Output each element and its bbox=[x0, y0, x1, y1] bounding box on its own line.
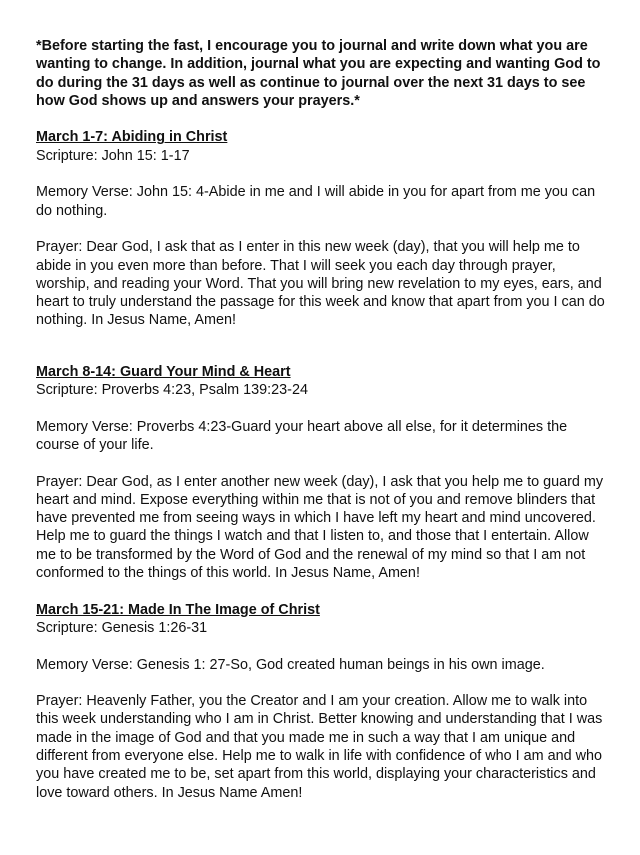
spacer bbox=[36, 110, 608, 128]
spacer bbox=[36, 330, 608, 363]
spacer bbox=[36, 637, 608, 655]
spacer bbox=[36, 582, 608, 600]
document-page bbox=[36, 37, 608, 802]
spacer bbox=[36, 674, 608, 692]
memory-verse-week-1: Memory Verse: John 15: 4-Abide in me and I will abide in you for apart from me you can do nothing. bbox=[36, 184, 596, 219]
scripture-week-1: Scripture: John 15: 1-17 bbox=[36, 147, 190, 164]
spacer bbox=[36, 454, 608, 472]
memory-verse-week-3: Memory Verse: Genesis 1: 27-So, God created human beings in his own image. bbox=[36, 656, 545, 673]
spacer bbox=[36, 399, 608, 417]
scripture-week-2: Scripture: Proverbs 4:23, Psalm 139:23-24 bbox=[36, 382, 308, 399]
prayer-week-3: Prayer: Heavenly Father, you the Creator and I am your creation. Allow me to walk into this week understanding who I am in Christ. Better knowing and understanding that I was made in the image of God and that you made me in such a way that I am unique and different from everyone else. Help me to walk in life with confidence of who I am and who you have created me to be, set apart from this world, displaying your characteristics and love toward others. In Jesus Name Amen! bbox=[36, 693, 603, 801]
section-title-week-2: March 8-14: Guard Your Mind & Heart bbox=[36, 363, 291, 380]
memory-verse-week-2: Memory Verse: Proverbs 4:23-Guard your heart above all else, for it determines the course of your life. bbox=[36, 418, 568, 453]
section-title-week-3: March 15-21: Made In The Image of Christ bbox=[36, 601, 320, 618]
scripture-week-3: Scripture: Genesis 1:26-31 bbox=[36, 619, 208, 636]
prayer-week-1: Prayer: Dear God, I ask that as I enter in this new week (day), that you will help me to abide in you even more than before. That I will seek you each day through prayer, worship, and reading your Word. That you will bring new revelation to my eyes, ears, and heart to truly understand the passage for this week and know that apart from you I can do nothing. In Jesus Name, Amen! bbox=[36, 239, 605, 329]
section-title-week-1: March 1-7: Abiding in Christ bbox=[36, 129, 228, 146]
prayer-week-2: Prayer: Dear God, as I enter another new week (day), I ask that you help me to guard my heart and mind. Expose everything within me that is not of you and remove blinders that have prevented me from seeing ways in which I have left my heart and mind uncovered. Help me to guard the things I watch and that I listen to, and those that I entertain. Allow me to be transformed by the Word of God and the renewal of my mind so that I am not conformed to the things of this world. In Jesus Name, Amen! bbox=[36, 473, 604, 582]
intro-paragraph: *Before starting the fast, I encourage you to journal and write down what you are wanting to change. In addition, journal what you are expecting and wanting God to do during the 31 days as well as continue to journal over the next 31 days to see how God shows up and answers your prayers.* bbox=[36, 38, 601, 109]
spacer bbox=[36, 220, 608, 238]
spacer bbox=[36, 165, 608, 183]
